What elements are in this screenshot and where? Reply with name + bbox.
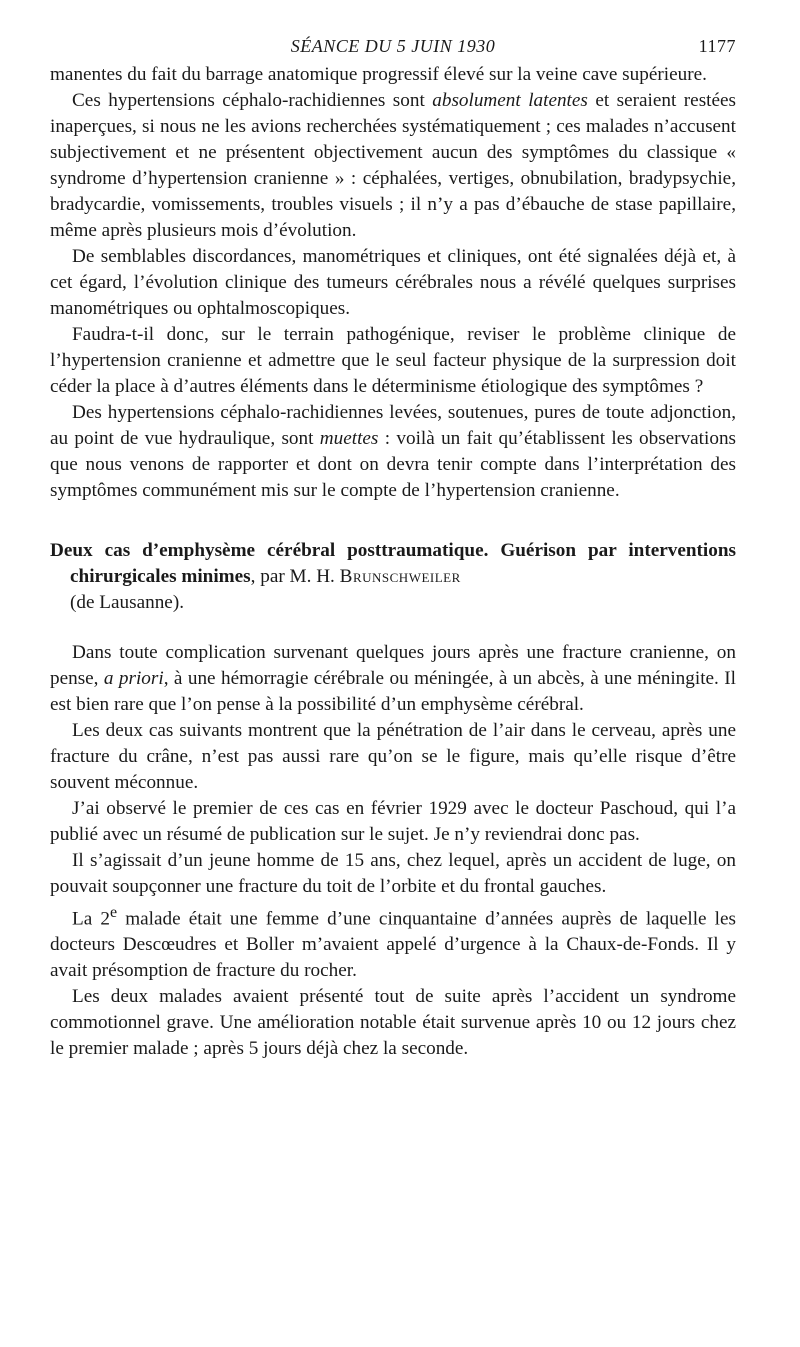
paragraph — [50, 900, 736, 984]
paragraph — [50, 88, 736, 244]
text-run: Des hypertensions céphalo-rachidiennes levées, soutenues, pures de toute adjonction, au point de vue hydraulique, sont — [50, 402, 736, 449]
emphasis: absolument latentes — [432, 90, 588, 111]
paragraph: Il s’agissait d’un jeune homme de 15 ans, chez lequel, après un accident de luge, on pouvait soupçonner une fracture du toit de l’orbite et du frontal gauches. — [50, 850, 736, 897]
superscript: e — [109, 904, 118, 921]
paragraph: manentes du fait du barrage anatomique progressif élevé sur la veine cave supérieure. — [50, 64, 707, 85]
text-run: et seraient restées inaperçues, si nous ne les avions recherchées systématiquement ; ces malades n’accusent subjectivement et ne présentent objectivement aucun des symptômes du classique « syndrome d’hypertension cranienne » : céphalées, vertiges, obnubilation, bradypsychie, bradycardie, vomissements, troubles visuels ; il n’y a pas d’ébauche de stase papillaire, même après plusieurs mois d’évolution. — [50, 90, 736, 241]
article-heading — [50, 538, 736, 616]
text-run: malade était une femme d’une cinquantaine d’années auprès de laquelle les docteurs Descœudres et Boller m’avaient appelé d’urgence à la Chaux-de-Fonds. Il y avait présomption de fracture du rocher. — [50, 908, 736, 982]
paragraph: De semblables discordances, manométriques et cliniques, ont été signalées déjà et, à cet égard, l’évolution clinique des tumeurs cérébrales nous a révélé quelques surprises manométriques ou ophtalmoscopiques. — [50, 246, 736, 319]
paragraph: Faudra-t-il donc, sur le terrain pathogénique, reviser le problème clinique de l’hypertension cranienne et admettre que le seul facteur physique de la surpression doit céder la place à d’autres éléments dans le déterminisme étiologique des symptômes ? — [50, 324, 736, 397]
author-name: Brunschweiler — [339, 566, 461, 587]
text-run: , à une hémorragie cérébrale ou méningée, à un abcès, à une méningite. Il est bien rare que l’on pense à la possibilité d’un emphysème cérébral. — [50, 668, 736, 715]
paragraph — [50, 400, 736, 504]
author-affiliation: (de Lausanne). — [70, 592, 185, 613]
running-head — [50, 36, 736, 62]
article-title: Deux cas d’emphysème cérébral posttraumatique. Guérison par interventions chirurgicales minimes — [50, 540, 736, 587]
page-number: 1177 — [698, 36, 736, 56]
paragraph: Les deux malades avaient présenté tout de suite après l’accident un syndrome commotionnel grave. Une amélioration notable était survenue après 10 ou 12 jours chez le premier malade ; après 5 jours déjà chez la seconde. — [50, 986, 736, 1060]
paragraph: Les deux cas suivants montrent que la pénétration de l’air dans le cerveau, après une fracture du crâne, n’est pas aussi rare qu’on se le figure, mais qu’elle risque d’être souvent méconnue. — [50, 720, 736, 793]
paragraph: J’ai observé le premier de ces cas en février 1929 avec le docteur Paschoud, qui l’a publié avec un résumé de publication sur le sujet. Je n’y reviendrai donc pas. — [50, 798, 736, 845]
text-run: Ces hypertensions céphalo-rachidiennes sont — [72, 90, 433, 111]
emphasis: a priori — [103, 668, 164, 689]
text-run: Dans toute complication survenant quelques jours après une fracture cranienne, on pense, — [50, 642, 736, 689]
text-run: La 2 — [72, 908, 110, 930]
text-run: : voilà un fait qu’établissent les observations que nous venons de rapporter et dont on devra tenir compte dans l’interprétation des symptômes communément mis sur le compte de l’hypertension cranienne. — [50, 428, 737, 501]
paragraph — [50, 640, 736, 718]
byline-prefix: , par M. H. — [250, 566, 340, 587]
emphasis: muettes — [319, 428, 379, 449]
page — [50, 36, 736, 1062]
running-head-title: SÉANCE DU 5 JUIN 1930 — [290, 36, 496, 56]
